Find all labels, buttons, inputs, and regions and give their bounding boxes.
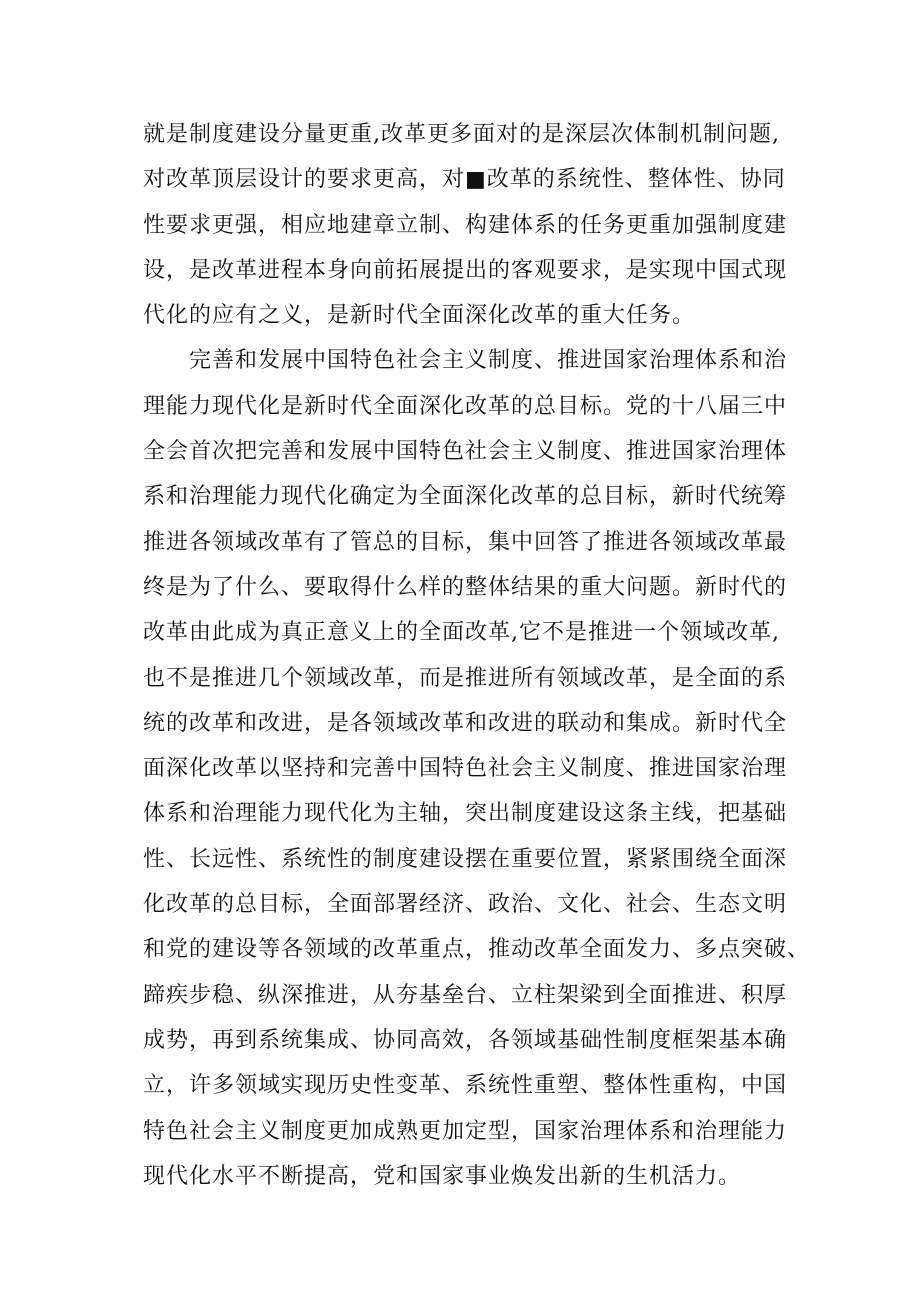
paragraph-line: 立，许多领域实现历史性变革、系统性重塑、整体性重构，中国 — [143, 1073, 788, 1099]
paragraph-line: 特色社会主义制度更加成熟更加定型，国家治理体系和治理能力 — [143, 1118, 788, 1144]
paragraph-line: 化改革的总目标，全面部署经济、政治、文化、社会、生态文明 — [143, 892, 788, 918]
paragraph-line: 面深化改革以坚持和完善中国特色社会主义制度、推进国家治理 — [143, 756, 788, 782]
paragraph-line: 性要求更强，相应地建章立制、构建体系的任务更重加强制度建 — [143, 212, 788, 238]
paragraph-line: 蹄疾步稳、纵深推进，从夯基垒台、立柱架梁到全面推进、积厚 — [143, 982, 788, 1008]
paragraph-line: 就是制度建设分量更重,改革更多面对的是深层次体制机制问题, — [143, 122, 780, 147]
paragraph-line: 终是为了什么、要取得什么样的整体结果的重大问题。新时代的 — [143, 574, 788, 600]
paragraph-line: 成势，再到系统集成、协同高效，各领域基础性制度框架基本确 — [143, 1027, 788, 1053]
paragraph-line: 也不是推进几个领域改革，而是推进所有领域改革，是全面的系 — [143, 665, 788, 691]
paragraph-line: 性、长远性、系统性的制度建设摆在重要位置，紧紧围绕全面深 — [143, 846, 788, 872]
paragraph-line: 理能力现代化是新时代全面深化改革的总目标。党的十八届三中 — [143, 393, 788, 419]
paragraph-line: 系和治理能力现代化确定为全面深化改革的总目标，新时代统筹 — [143, 484, 788, 510]
paragraph-line: 对改革顶层设计的要求更高，对■改革的系统性、整体性、协同 — [143, 167, 786, 193]
paragraph-line: 体系和治理能力现代化为主轴，突出制度建设这条主线，把基础 — [143, 801, 788, 827]
paragraph-line: 设，是改革进程本身向前拓展提出的客观要求，是实现中国式现 — [143, 257, 788, 283]
paragraph-line: 完善和发展中国特色社会主义制度、推进国家治理体系和治 — [189, 348, 788, 374]
paragraph-line: 统的改革和改进，是各领域改革和改进的联动和集成。新时代全 — [143, 710, 788, 736]
paragraph-line: 全会首次把完善和发展中国特色社会主义制度、推进国家治理体 — [143, 439, 788, 465]
paragraph-1 — [143, 112, 788, 338]
document-body — [143, 112, 811, 1199]
paragraph-line: 代化的应有之义，是新时代全面深化改革的重大任务。 — [143, 303, 696, 329]
paragraph-line: 现代化水平不断提高，党和国家事业焕发出新的生机活力。 — [143, 1163, 742, 1189]
paragraph-line: 和党的建设等各领域的改革重点，推动改革全面发力、多点突破、 — [143, 937, 811, 963]
paragraph-2 — [143, 338, 811, 1199]
paragraph-line: 推进各领域改革有了管总的目标，集中回答了推进各领域改革最 — [143, 529, 788, 555]
paragraph-line: 改革由此成为真正意义上的全面改革,它不是推进一个领域改革, — [143, 620, 780, 646]
